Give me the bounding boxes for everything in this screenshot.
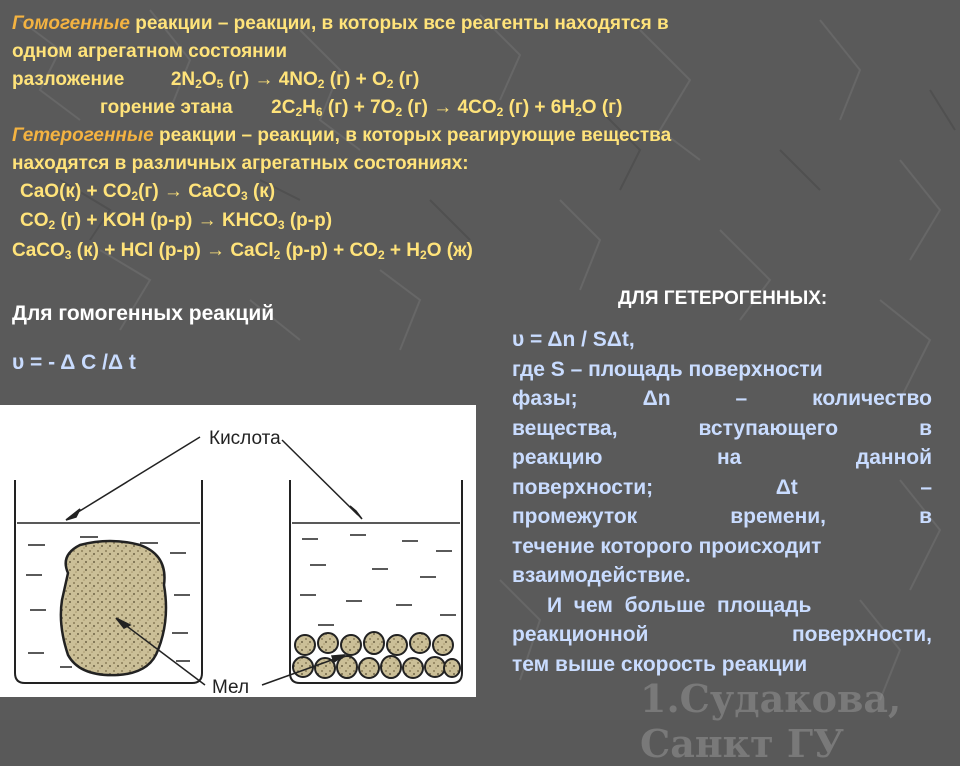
ethane-combustion-line: [100, 97, 622, 119]
decomposition-label: разложение: [12, 69, 125, 90]
explanation-line: течение которого происходит: [512, 534, 822, 558]
explanation-line: поверхности; Δt –: [512, 475, 932, 499]
homogeneous-definition-text: реакции – реакции, в которых все реагенты находятся в: [135, 13, 669, 34]
heterogeneous-term: Гетерогенные: [12, 125, 154, 146]
chalk-lump: [61, 541, 166, 675]
explanation-line: фазы; Δn – количество: [512, 387, 932, 410]
explanation-line: И чем больше площадь: [512, 593, 812, 617]
homogeneous-rate-heading: Для гомогенных реакций: [12, 302, 275, 325]
homogeneous-definition-line-1: [12, 13, 669, 35]
homogeneous-term: Гомогенные: [12, 13, 130, 34]
explanation-line: реакцию на данной: [512, 446, 932, 469]
homogeneous-definition-line-2: одном агрегатном состоянии: [12, 41, 288, 62]
heterogeneous-definition-text: реакции – реакции, в которых реагирующие вещества: [158, 125, 672, 146]
chalk-in-acid-illustration: [0, 405, 476, 697]
ethane-label: горение этана: [100, 97, 233, 118]
explanation-line: вещества, вступающего в: [512, 416, 932, 440]
explanation-line: тем выше скорость реакции: [512, 652, 808, 676]
equation-3: CaCO$_3$ (к) + HCl (р-р) → CaCl$_2$ $(р-р) + CO_2 + H_2O$ (ж): [12, 240, 473, 262]
watermark: 1.Судакова, Санкт ГУ: [640, 676, 902, 766]
explanation-line: где S – площадь поверхности: [512, 357, 823, 381]
equation-1: $CaO(к) + CO_2(г)$ → CaCO$_3$ (к): [20, 181, 276, 203]
acid-label: Кислота: [209, 428, 281, 449]
heterogeneous-rate-heading: ДЛЯ ГЕТЕРОГЕННЫХ:: [618, 288, 828, 309]
heterogeneous-rate-explanation: [512, 325, 932, 679]
chalk-label: Мел: [212, 677, 250, 697]
ethane-equation: $2C_2H_6$ $(г) + 7O_2$ $(г) \to 4CO_2$ $(г) + 6H_2O$ (г): [271, 97, 623, 119]
homogeneous-rate-formula: υ = - Δ С /Δ t: [12, 351, 136, 374]
decomposition-equation: $2N_2O_5$ $(г) \to 4NO_2$ $(г) + O_2$ (г): [170, 69, 420, 91]
right-liquid-dashes: [300, 535, 456, 625]
explanation-line: реакционной поверхности,: [512, 623, 932, 646]
explanation-line: промежуток времени, в: [512, 505, 932, 528]
equation-2: $CO_2$ (г) + KOH $(р-р) \to KHCO_3$ (р-р): [20, 210, 333, 232]
decomposition-line: [12, 69, 419, 91]
explanation-line: υ = Δn / SΔt,: [512, 328, 635, 351]
beakers-diagram: [0, 405, 476, 697]
chalk-pieces: [293, 632, 460, 678]
explanation-line: взаимодействие.: [512, 564, 691, 587]
heterogeneous-definition-line-2: находятся в различных агрегатных состояниях:: [12, 153, 469, 174]
heterogeneous-definition-line-1: [12, 125, 671, 147]
acid-pointers: [66, 437, 362, 520]
